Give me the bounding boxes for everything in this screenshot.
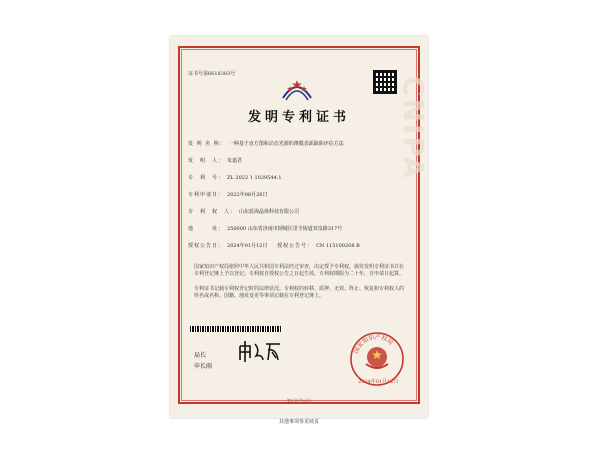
statement-paragraph: 国家知识产权局依照中华人民共和国专利法经过审查，决定授予专利权，颁发发明专利证书并在专利登记簿上予以登记。专利权自授权公告之日起生效。专利权期限为二十年，自申请日起算。 <box>194 264 405 277</box>
field-label: 授权公告号： <box>277 243 314 249</box>
director-name: 申长雨 <box>194 363 213 370</box>
field-label: 授权公告日： <box>188 243 225 249</box>
cnipa-logo-icon <box>279 74 315 104</box>
field-label: 发 明 人： <box>188 158 225 164</box>
field-value: 2022年08月26日 <box>227 192 268 198</box>
director-title: 局长 <box>194 352 207 359</box>
field-value: 250000 山东省济南市钢城区里辛街道双泉路317号 <box>227 226 343 232</box>
patent-certificate <box>170 36 430 425</box>
statement-paragraph: 专利证书记载专利权登记时的法律状况。专利权的转移、质押、无效、终止、恢复和专利权人的姓名或名称、国籍、地址变更等事项记载在专利登记簿上。 <box>194 286 405 299</box>
field-value: 一种基于直方图和动态光源的薄膜表面缺陷评估方法 <box>228 141 344 147</box>
field-label: 发 明 名 称： <box>188 141 226 147</box>
field-value: 朱嘉君 <box>227 158 243 164</box>
field-invention-name <box>188 140 344 147</box>
field-value: 山东蓝海晶体科技有限公司 <box>239 209 300 215</box>
field-address <box>188 225 342 232</box>
page-info: 第1页(共2页) <box>286 398 312 403</box>
field-grant-date <box>188 242 360 249</box>
director-signature-icon <box>236 338 282 364</box>
watermark: CNIPA <box>397 76 430 181</box>
field-label: 专 利 权 人： <box>188 209 237 215</box>
field-label: 地 址： <box>188 226 225 232</box>
qr-code-icon <box>374 71 396 93</box>
field-patentee <box>188 208 299 215</box>
seal-text: 国家知识产权局 <box>352 333 395 355</box>
footer-note: 其他事项参见续页 <box>278 419 319 425</box>
certificate-number: 证书号第6618383号 <box>188 71 236 77</box>
certificate-title: 发明专利证书 <box>247 110 350 125</box>
field-inventor <box>188 157 242 164</box>
field-value: 2024年01月12日 <box>227 243 268 249</box>
field-application-date <box>188 191 267 198</box>
field-value: CN 115100208 B <box>316 243 360 249</box>
field-value: ZL 2022 1 1029544.1 <box>227 175 282 181</box>
barcode-icon <box>190 326 282 332</box>
field-label: 专利申请日： <box>188 192 225 198</box>
field-patent-number <box>188 174 282 181</box>
seal-date: 2024年01月12日 <box>358 379 399 385</box>
field-label: 专 利 号： <box>188 175 225 181</box>
